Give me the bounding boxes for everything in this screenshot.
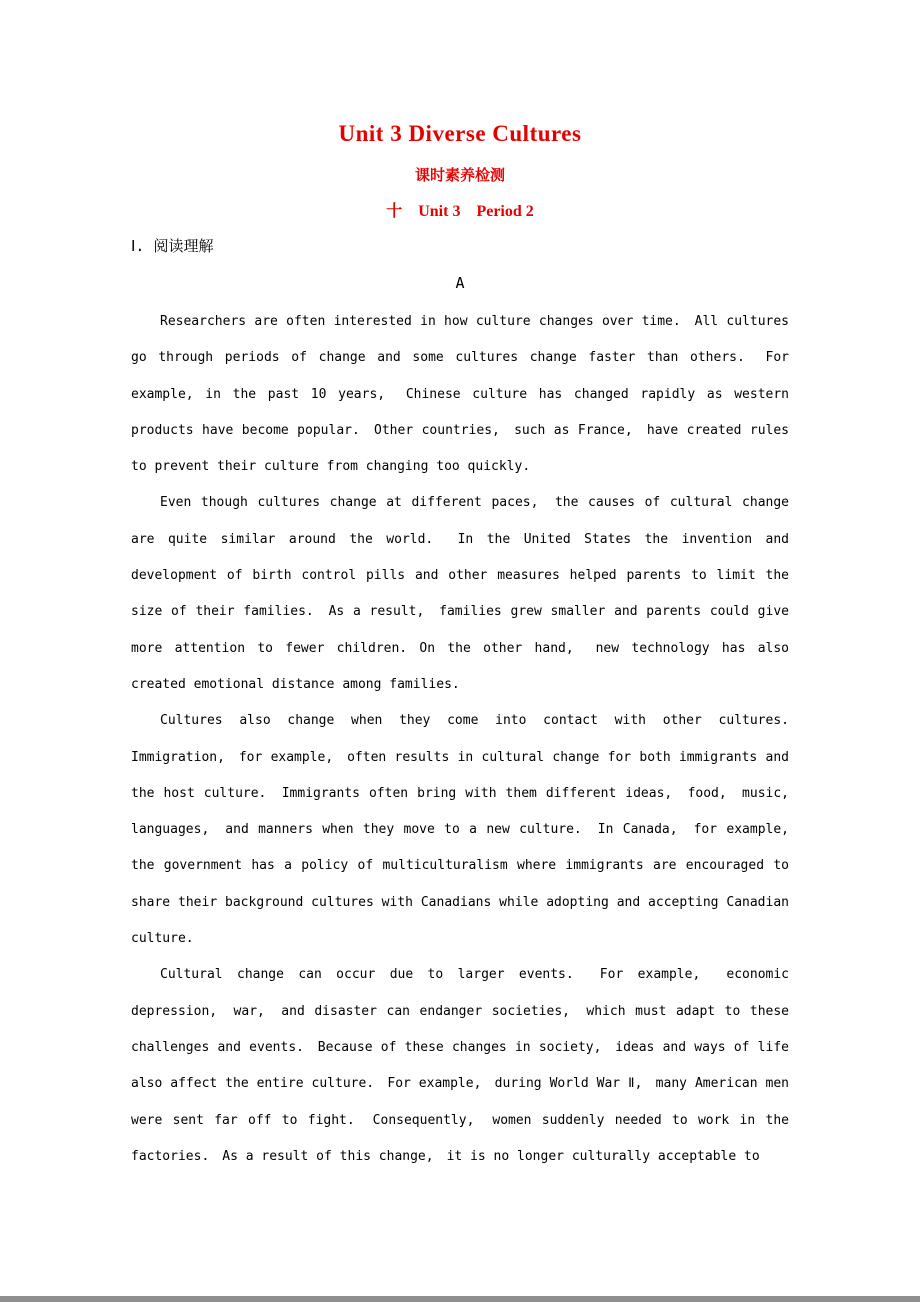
subtitle-unit-period: 十 Unit 3 Period 2	[386, 203, 534, 220]
reading-passage	[131, 304, 803, 1175]
passage-paragraph-1: Researchers are often interested in how culture changes over time. All cultures go through periods of change and some cultures change faster than others. For example, in the past 10 years, Chinese culture has changed rapidly as western products have become popular. Other countries, such as France, have created rules to prevent their culture from changing too quickly.	[131, 314, 789, 475]
passage-paragraph-4: Cultural change can occur due to larger events. For example, economic depression, war, and disaster can endanger societies, which must adapt to these challenges and events. Because of these changes in society, ideas and ways of life also affect the entire culture. For example, during World War Ⅱ, many American men were sent far off to fight. Consequently, women suddenly needed to work in the factories. As a result of this change, it is no longer culturally acceptable to	[131, 967, 789, 1164]
passage-paragraph-2: Even though cultures change at different paces, the causes of cultural change are quite similar around the world. In the United States the invention and development of birth control pills and other measures helped parents to limit the size of their families. As a result, families grew smaller and parents could give more attention to fewer children. On the other hand, new technology has also created emotional distance among families.	[131, 495, 789, 692]
page-title: Unit 3 Diverse Cultures	[338, 121, 582, 146]
section-heading-reading-comprehension: Ⅰ. 阅读理解	[131, 237, 214, 255]
passage-label: A	[455, 274, 465, 292]
page-bottom-edge	[0, 1296, 920, 1302]
passage-paragraph-3: Cultures also change when they come into contact with other cultures. Immigration, for example, often results in cultural change for both immigrants and the host culture. Immigrants often bring with them different ideas, food, music, languages, and manners when they move to a new culture. In Canada, for example, the government has a policy of multiculturalism where immigrants are encouraged to share their background cultures with Canadians while adopting and accepting Canadian culture.	[131, 713, 803, 947]
subtitle-assessment: 课时素养检测	[414, 168, 505, 184]
